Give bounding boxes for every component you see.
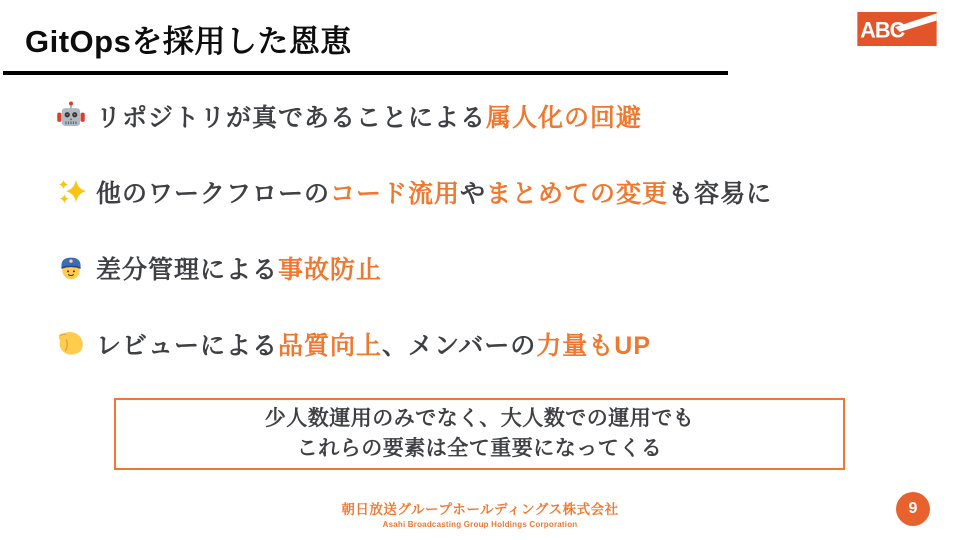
- police-officer-icon: [56, 253, 86, 283]
- bullet-text-segment: コード流用: [330, 180, 461, 208]
- company-name-japanese: 朝日放送グループホールディングス株式会社: [341, 502, 619, 517]
- bullet-text-segment: 属人化の回避: [486, 104, 643, 132]
- title-underline: [3, 71, 728, 75]
- footer: [0, 498, 960, 529]
- flexed-biceps-icon: [56, 329, 86, 359]
- bullet-text-segment: 力量もUP: [536, 332, 652, 360]
- callout-line-1: 少人数運用のみでなく、大人数での運用でも: [264, 407, 695, 430]
- bullet-item: [56, 253, 772, 283]
- bullet-list: [56, 101, 772, 359]
- bullet-text: [96, 250, 382, 286]
- bullet-text-segment: レビューによる: [96, 332, 279, 360]
- bullet-text-segment: 事故防止: [278, 256, 383, 284]
- callout-box: [114, 398, 845, 470]
- bullet-text: [96, 326, 651, 362]
- bullet-item: [56, 101, 772, 131]
- callout-line-2: これらの要素は全て重要になってくる: [296, 437, 663, 460]
- page-number: 9: [908, 500, 918, 517]
- bullet-text: [96, 174, 772, 210]
- bullet-text-segment: まとめての変更: [486, 180, 669, 208]
- abc-logo: [856, 12, 938, 46]
- bullet-item: [56, 329, 772, 359]
- page-title: GitOpsを採用した恩恵: [25, 24, 352, 59]
- page-number-badge: [896, 492, 930, 526]
- bullet-text-segment: 品質向上: [278, 332, 383, 360]
- bullet-text-segment: や: [460, 180, 487, 208]
- logo-text: ABC: [860, 17, 905, 43]
- robot-icon: [56, 101, 86, 131]
- sparkles-icon: [56, 177, 86, 207]
- bullet-text: [96, 98, 642, 134]
- bullet-text-segment: リポジトリが真であることによる: [96, 104, 487, 132]
- bullet-text-segment: も容易に: [668, 180, 773, 208]
- bullet-text-segment: 他のワークフローの: [96, 180, 331, 208]
- company-name-english: Asahi Broadcasting Group Holdings Corporation: [382, 520, 578, 529]
- bullet-text-segment: 、メンバーの: [382, 332, 537, 360]
- bullet-text-segment: 差分管理による: [96, 256, 279, 284]
- abc-logo-icon: [856, 12, 938, 46]
- bullet-item: [56, 177, 772, 207]
